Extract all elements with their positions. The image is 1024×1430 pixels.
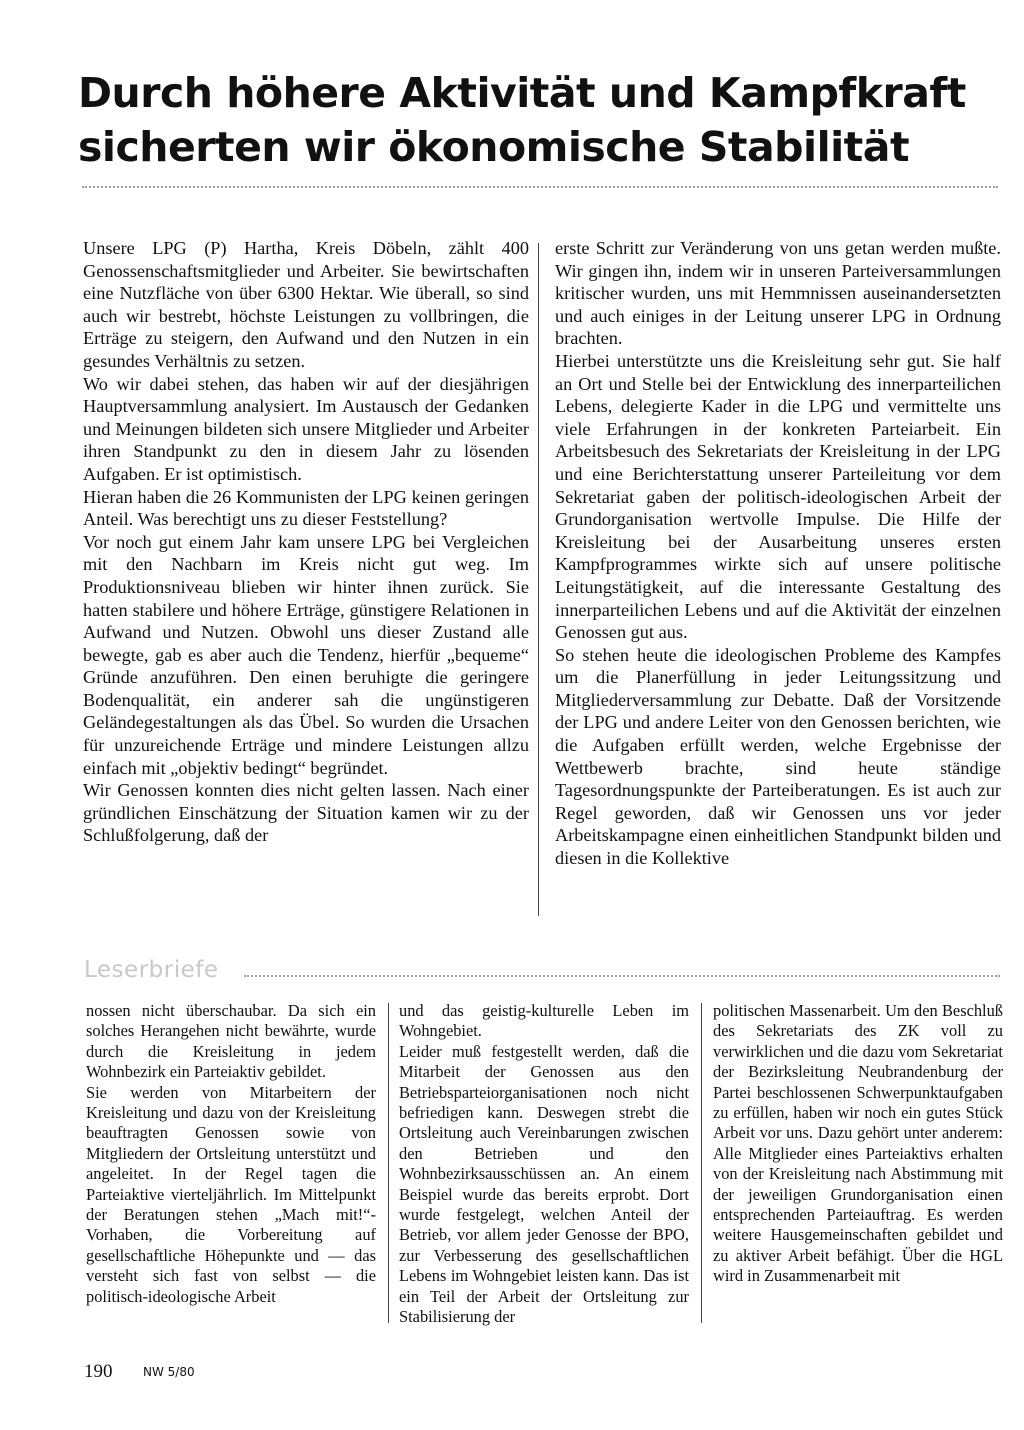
section-label: Leserbriefe [84,957,219,983]
paragraph: Wir Genossen konnten dies nicht gelten lassen. Nach einer gründlichen Einschätzung der Situation kamen wir zu der Schlußfolgerung, daß der [83,780,529,846]
paragraph: Hieran haben die 26 Kommunisten der LPG keinen geringen Anteil. Was berechtigt uns zu dieser Feststellung? [83,486,529,530]
paragraph: Hierbei unterstützte uns die Kreisleitung sehr gut. Sie half an Ort und Stelle bei der Entwicklung des innerparteilichen Lebens, delegierte Kader in die LPG und vermittelte uns viele Erfahrungen in der konkreten Parteiarbeit. Ein Arbeitsbesuch des Sekretariats der Kreisleitung in der LPG und eine Berichterstattung unserer Parteileitung vor dem Sekretariat gaben der politisch-ideologischen Arbeit der Grundorganisation wertvolle Impulse. Die Hilfe der Kreisleitung bei der Ausarbeitung unseres ersten Kampfprogrammes wirkte sich auf unsere politische Leitungstätigkeit, auf die interessante Gestaltung des innerparteilichen Lebens und auf die Aktivität der einzelnen Genossen gut aus. [555,350,1001,643]
letters-column-1 [86,1001,376,1307]
paragraph: Vor noch gut einem Jahr kam unsere LPG bei Vergleichen mit den Nachbarn im Kreis nicht gut weg. Im Produktionsniveau blieben wir hinter ihnen zurück. Sie hatten stabilere und höhere Erträge, günstigere Relationen in Aufwand und Nutzen. Obwohl uns dieser Zustand alle bewegte, gab es aber auch die Tendenz, hierfür „bequeme“ Gründe anzuführen. Den einen beruhigte die geringere Bodenqualität, ein anderer sah die ungünstigeren Geländegestaltungen als das Übel. So wurden die Ursachen für unzureichende Erträge und mindere Leistungen allzu einfach mit „objektiv bedingt“ begründet. [83,531,529,778]
headline-divider [82,186,998,188]
section-divider [244,975,1000,977]
paragraph: Wo wir dabei stehen, das haben wir auf der diesjährigen Hauptversammlung analysiert. Im Austausch der Gedanken und Meinungen bildeten sich unsere Mitglieder und Arbeiter ihren Standpunkt zu den in diesem Jahr zu lösenden Aufgaben. Er ist optimistisch. [83,373,529,484]
paragraph: So stehen heute die ideologischen Probleme des Kampfes um die Planerfüllung in jeder Leitungssitzung und Mitgliederversammlung zur Debatte. Daß der Vorsitzende der LPG und andere Leiter von den Genossen berichten, wie die Aufgaben erfüllt werden, welche Ergebnisse der Wettbewerb brachte, sind heute ständige Tagesordnungspunkte der Parteiberatungen. Es ist auch zur Regel geworden, daß wir Genossen uns vor jeder Arbeitskampagne einen einheitlichen Standpunkt bilden und diesen in die Kollektive [555,644,1001,869]
letters-column-3 [713,1001,1003,1287]
paragraph: Sie werden von Mitarbeitern der Kreisleitung und dazu von der Kreisleitung beauftragten Genossen sowie von Mitgliedern der Ortsleitung unterstützt und angeleitet. In der Regel tagen die Parteiaktive vierteljährlich. Im Mittelpunkt der Beratungen stehen „Mach mit!“-Vorhaben, die Vorbereitung auf gesellschaftliche Höhepunkte und — das versteht sich fast von selbst — die politisch-ideologische Arbeit [86,1082,376,1306]
article-column-right [555,237,1001,870]
paragraph: Leider muß festgestellt werden, daß die Mitarbeit der Genossen aus den Betriebsparteiorganisationen noch nicht befriedigen kann. Deswegen strebt die Ortsleitung auch Vereinbarungen zwischen den Betrieben und den Wohnbezirksausschüssen an. An einem Beispiel wurde das bereits erprobt. Dort wurde festgelegt, welchen Anteil der Betrieb, vor allem jeder Genosse der BPO, zur Verbesserung des gesellschaftlichen Lebens im Wohngebiet leisten kann. Das ist ein Teil der Arbeit der Ortsleitung zur Stabilisierung der [399,1041,689,1327]
headline-line-1: Durch höhere Aktivität und Kampfkraft [78,69,966,117]
paragraph: nossen nicht überschaubar. Da sich ein solches Herangehen nicht bewährte, wurde durch die Kreisleitung in jedem Wohnbezirk ein Parteiaktiv gebildet. [86,1001,376,1082]
article-headline [78,66,978,174]
paragraph: erste Schritt zur Veränderung von uns getan werden mußte. Wir gingen ihn, indem wir in unseren Parteiversammlungen kritischer wurden, uns mit Hemmnissen auseinandersetzten und auch einiges in der Leitung unserer LPG in Ordnung brachten. [555,238,1001,349]
article-column-left [83,237,529,847]
page-number: 190 [84,1361,113,1382]
letters-column-2 [399,1001,689,1328]
issue-reference: NW 5/80 [143,1365,195,1379]
column-divider [701,1003,702,1323]
paragraph: und das geistig-kulturelle Leben im Wohngebiet. [399,1001,689,1041]
paragraph: Unsere LPG (P) Hartha, Kreis Döbeln, zählt 400 Genossenschaftsmitglieder und Arbeiter. Sie bewirtschaften eine Nutzfläche von über 6300 Hektar. Wie überall, so sind auch wir bestrebt, höchste Leistungen zu vollbringen, die Erträge zu steigern, den Aufwand und den Nutzen in ein gesundes Verhältnis zu setzen. [83,238,529,371]
headline-line-2: sicherten wir ökonomische Stabilität [78,123,910,171]
column-divider [388,1003,389,1323]
column-divider [538,243,539,916]
paragraph: politischen Massenarbeit. Um den Beschluß des Sekretariats des ZK voll zu verwirklichen und die dazu vom Sekretariat der Bezirksleitung Neubrandenburg der Partei beschlossenen Schwerpunktaufgaben zu erfüllen, haben wir noch ein gutes Stück Arbeit vor uns. Dazu gehört unter anderem: Alle Mitglieder eines Parteiaktivs erhalten von der Kreisleitung nach Abstimmung mit der jeweiligen Grundorganisation einen entsprechenden Parteiauftrag. Es werden weitere Hausgemeinschaften gebildet und zu aktiver Arbeit befähigt. Über die HGL wird in Zusammenarbeit mit [713,1001,1003,1286]
